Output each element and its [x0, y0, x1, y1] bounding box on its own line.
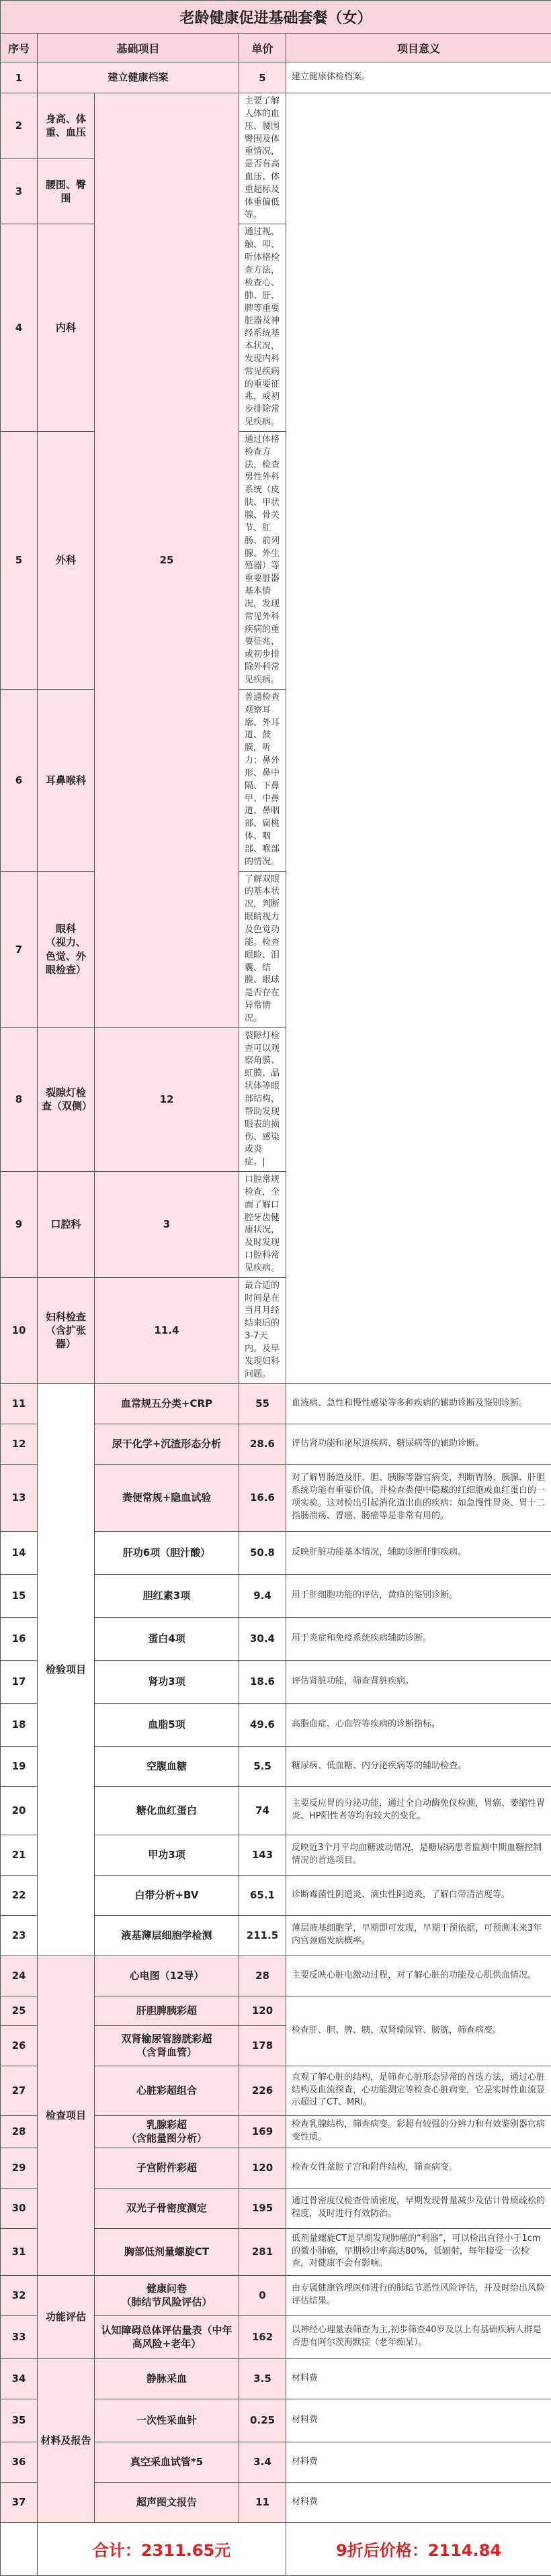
- row-description: 用于肝细胞功能的评估，黄疸的鉴别诊断。: [286, 1574, 551, 1617]
- row-seq: 19: [1, 1746, 38, 1786]
- row-price: 50.8: [239, 1531, 286, 1574]
- row-price: 5: [239, 62, 286, 93]
- row-seq: 30: [1, 2188, 38, 2228]
- header-seq: 序号: [1, 34, 38, 62]
- row-description: 材料费: [286, 2399, 551, 2442]
- row-seq: 5: [1, 431, 38, 689]
- header-price: 单价: [239, 34, 286, 62]
- row-price: 120: [239, 2148, 286, 2188]
- row-seq: 12: [1, 1424, 38, 1464]
- row-description: 建立健康体检档案。: [286, 62, 551, 93]
- row-description: 普通检查观察耳廓、外耳道、鼓膜，听力；鼻外形、鼻中隔、下鼻甲、中鼻道、鼻咽部、扁桃体、咽部、喉部的情况。: [239, 689, 286, 871]
- row-description: 血液病、急性和慢性感染等多种疾病的辅助诊断及鉴别诊断。: [286, 1383, 551, 1424]
- header-item: 基础项目: [38, 34, 239, 62]
- row-price: 120: [239, 1996, 286, 2025]
- row-description: 反映肝脏功能基本情况，辅助诊断肝胆疾病。: [286, 1531, 551, 1574]
- row-item: 血脂5项: [95, 1703, 239, 1746]
- row-item: 胆红素3项: [95, 1574, 239, 1617]
- row-item: 肝功6项（胆汁酸）: [95, 1531, 239, 1574]
- row-price: 0: [239, 2275, 286, 2315]
- header-meaning: 项目意义: [286, 34, 551, 62]
- row-seq: 33: [1, 2315, 38, 2358]
- row-description: 材料费: [286, 2442, 551, 2482]
- row-price: 11: [239, 2482, 286, 2522]
- row-price: 3.5: [239, 2358, 286, 2399]
- row-description: 主要了解人体的血压、腰围臀围及体重情况，是否有高血压、体重超标及体重偏低等。: [239, 93, 286, 224]
- row-price: 16.6: [239, 1464, 286, 1531]
- row-price: 169: [239, 2115, 286, 2148]
- table-row: [1, 689, 551, 871]
- category-material: 材料及报告: [38, 2358, 95, 2522]
- row-description: 反映近3个月平均血糖波动情况，是糖尿病患者监测中期血糖控制情况的首选项目。: [286, 1835, 551, 1875]
- row-item: 心电图（12导）: [95, 1956, 239, 1996]
- row-seq: 14: [1, 1531, 38, 1574]
- row-seq: 4: [1, 224, 38, 432]
- row-description: 以神经心理量表筛查为主,初步筛查40岁及以上有基础疾病人群是否患有阿尔茨海默症（老年痴呆）。: [286, 2315, 551, 2358]
- row-price: 9.4: [239, 1574, 286, 1617]
- summary-blank: [1, 2522, 38, 2575]
- row-item: 眼科 （视力、色觉、外眼检查）: [38, 871, 95, 1027]
- row-description: 评估肾脏功能，筛查肾脏疾病。: [286, 1660, 551, 1703]
- row-item: 粪便常规+隐血试验: [95, 1464, 239, 1531]
- row-seq: 16: [1, 1617, 38, 1660]
- row-seq: 7: [1, 871, 38, 1027]
- row-item: 液基薄层细胞学检测: [95, 1915, 239, 1956]
- row-item: 蛋白4项: [95, 1617, 239, 1660]
- category-func: 功能评估: [38, 2275, 95, 2358]
- table-row: [1, 1383, 551, 1424]
- row-description: 检查乳腺结构，筛查病变。彩超有较强的分辨力和有效鉴别器官病变性质。: [286, 2115, 551, 2148]
- row-item: 静脉采血: [95, 2358, 239, 2399]
- row-seq: 34: [1, 2358, 38, 2399]
- row-price: 49.6: [239, 1703, 286, 1746]
- row-seq: 20: [1, 1786, 38, 1835]
- row-item: 健康问卷 （肺结节风险评估）: [95, 2275, 239, 2315]
- row-description: 糖尿病、低血糖、内分泌疾病等的辅助检查。: [286, 1746, 551, 1786]
- table-row: [1, 871, 551, 1027]
- row-description: 了解双眼的基本状况，判断眼睛视力及色觉功能。检查眼睑、泪囊、结膜、眼球是否存在异常情况。: [239, 871, 286, 1027]
- row-description: 高脂血症、心血管等疾病的诊断指标。: [286, 1703, 551, 1746]
- row-description: 材料费: [286, 2358, 551, 2399]
- row-price: 28.6: [239, 1424, 286, 1464]
- row-price: 226: [239, 2066, 286, 2115]
- row-description: 最合适的时间是在当月月经结束后的3-7天内。及早发现妇科问题。: [239, 1277, 286, 1383]
- page-title: 老龄健康促进基础套餐（女）: [1, 1, 551, 34]
- row-item: 胸部低剂量螺旋CT: [95, 2228, 239, 2275]
- row-seq: 3: [1, 158, 38, 224]
- discount-price: 9折后价格：2114.84: [286, 2522, 551, 2575]
- table-row: [1, 93, 551, 159]
- row-price: 3.4: [239, 2442, 286, 2482]
- row-item: 耳鼻喉科: [38, 689, 95, 871]
- row-item: 认知障碍总体评估量表（中年高风险+老年）: [95, 2315, 239, 2358]
- row-price: 65.1: [239, 1875, 286, 1915]
- row-description: 直观了解心脏的结构，是筛查心脏形态异常的首选方法，通过心脏结构及血流探查，心功能测定等检查心脏病变，它是实时性血流显示超过了CT、MRI。: [286, 2066, 551, 2115]
- row-description: 低剂量螺旋CT是早期发现肺癌的“利器”，可以检出直径小于1cm的微小肺癌，早期检出率高达80%，低辐射，每年接受一次检查，对健康不会有影响。: [286, 2228, 551, 2275]
- row-price: 11.4: [95, 1277, 239, 1383]
- row-seq: 31: [1, 2228, 38, 2275]
- row-price: 211.5: [239, 1915, 286, 1956]
- row-price: 3: [95, 1172, 239, 1278]
- row-item: 内科: [38, 224, 95, 432]
- row-seq: 2: [1, 93, 38, 159]
- row-seq: 1: [1, 62, 38, 93]
- row-price: 18.6: [239, 1660, 286, 1703]
- row-description: 口腔常规检查，全面了解口腔牙齿健康状况，及时发现口腔科常见疾病。: [239, 1172, 286, 1278]
- row-seq: 29: [1, 2148, 38, 2188]
- row-price: 28: [239, 1956, 286, 1996]
- row-description: 裂隙灯检查可以观察角膜、虹膜、晶状体等眼部结构，帮助发现眼表的损伤、感染或炎症。|: [239, 1027, 286, 1171]
- row-item: 乳腺彩超 （含能量图分析）: [95, 2115, 239, 2148]
- row-item: 尿干化学+沉渣形态分析: [95, 1424, 239, 1464]
- row-item: 肾功3项: [95, 1660, 239, 1703]
- row-description: 检查肝、胆、脾、胰、双肾输尿管、膀胱，筛查病变。: [286, 1996, 551, 2066]
- category-lab: 检验项目: [38, 1383, 95, 1956]
- row-seq: 36: [1, 2442, 38, 2482]
- row-seq: 9: [1, 1172, 38, 1278]
- row-price: 30.4: [239, 1617, 286, 1660]
- row-description: 诊断霉菌性阴道炎、滴虫性阴道炎，了解白带清洁度等。: [286, 1875, 551, 1915]
- row-item: 糖化血红蛋白: [95, 1786, 239, 1835]
- table-row: [1, 1956, 551, 1996]
- table-row: [1, 1277, 551, 1383]
- row-description: 薄层液基细胞学，早期即可发现，早期干预依据，可预测未来3年内宫颈癌发病概率。: [286, 1915, 551, 1956]
- row-description: 检查女性盆腔子宫和附件结构，筛查病变。: [286, 2148, 551, 2188]
- row-price: 162: [239, 2315, 286, 2358]
- row-description: 主要反映心脏电激动过程，对了解心脏的功能及心肌供血情况。: [286, 1956, 551, 1996]
- row-item: 身高、体重、血压: [38, 93, 95, 159]
- row-description: 通过骨密度仪检查骨质密度，早期发现骨量减少及估计骨质疏松的程度，及时进行有效防治。: [286, 2188, 551, 2228]
- row-item: 腰围、臀围: [38, 158, 95, 224]
- table-row: [1, 62, 551, 93]
- row-item: 一次性采血针: [95, 2399, 239, 2442]
- row-seq: 25: [1, 1996, 38, 2025]
- row-item: 肝胆脾胰彩超: [95, 1996, 239, 2025]
- row-item: 裂隙灯检查（双侧）: [38, 1027, 95, 1171]
- summary-row: [1, 2522, 551, 2575]
- total-price: 合计：2311.65元: [38, 2522, 286, 2575]
- row-seq: 13: [1, 1464, 38, 1531]
- row-price: 178: [239, 2025, 286, 2066]
- row-item: 甲功3项: [95, 1835, 239, 1875]
- row-seq: 35: [1, 2399, 38, 2442]
- row-seq: 10: [1, 1277, 38, 1383]
- row-price: 55: [239, 1383, 286, 1424]
- row-item: 超声图文报告: [95, 2482, 239, 2522]
- row-description: 材料费: [286, 2482, 551, 2522]
- row-price: 143: [239, 1835, 286, 1875]
- row-price: 12: [95, 1027, 239, 1171]
- row-seq: 37: [1, 2482, 38, 2522]
- row-item: 真空采血试管*5: [95, 2442, 239, 2482]
- row-price: 0.25: [239, 2399, 286, 2442]
- row-price: 74: [239, 1786, 286, 1835]
- row-item: 口腔科: [38, 1172, 95, 1278]
- row-seq: 27: [1, 2066, 38, 2115]
- table-row: [1, 431, 551, 689]
- row-description: 对了解胃肠道及肝、胆、胰腺等器官病变，判断胃肠、胰腺、肝胆系统功能有重要价值。并检查粪便中隐藏的红细胞或血红蛋白的一项实验。这对检出引起消化道出血的疾病：如急慢性胃炎、胃十二指肠溃疡、胃癌、肠癌等是非常有用的。: [286, 1464, 551, 1531]
- row-item: 空腹血糖: [95, 1746, 239, 1786]
- row-item: 妇科检查（含扩张器）: [38, 1277, 95, 1383]
- row-seq: 15: [1, 1574, 38, 1617]
- row-seq: 17: [1, 1660, 38, 1703]
- row-description: 主要反应胃的分泌功能，通过全自动酶免仪检测，胃癌、萎缩性胃炎、HP阳性者等均有较大的变化。: [286, 1786, 551, 1835]
- row-seq: 26: [1, 2025, 38, 2066]
- row-item: 白带分析+BV: [95, 1875, 239, 1915]
- row-item: 双肾输尿管膀胱彩超 （含肾血管）: [95, 2025, 239, 2066]
- row-price: 5.5: [239, 1746, 286, 1786]
- table-row: [1, 224, 551, 432]
- row-seq: 6: [1, 689, 38, 871]
- row-seq: 32: [1, 2275, 38, 2315]
- table-row: [1, 2358, 551, 2399]
- row-description: 通过体格检查方法，检查男性外科系统（皮肤、甲状腺、骨关节、肛肠、前列腺、外生殖器）等重要脏器基本情况，发现常见外科疾病的重要征兆，或初步排除外科常见疾病。: [239, 431, 286, 689]
- table-row: [1, 2275, 551, 2315]
- row-seq: 21: [1, 1835, 38, 1875]
- row-seq: 24: [1, 1956, 38, 1996]
- row-description: 通过视、触、叩、听体格检查方法，检查心、肺、肝、脾等重要脏器及神经系统基本状况，发现内科常见疾病的重要征兆，或初步排除常见疾病。: [239, 224, 286, 432]
- row-item: 心脏彩超组合: [95, 2066, 239, 2115]
- row-description: 用于炎症和免疫系统疾病辅助诊断。: [286, 1617, 551, 1660]
- row-item: 建立健康档案: [38, 62, 239, 93]
- row-seq: 28: [1, 2115, 38, 2148]
- group-price: 25: [95, 93, 239, 1028]
- row-description: 评估肾功能和泌尿道疾病、糖尿病等的辅助诊断。: [286, 1424, 551, 1464]
- row-seq: 18: [1, 1703, 38, 1746]
- row-seq: 8: [1, 1027, 38, 1171]
- row-description: 由专属健康管理医师进行的肺结节恶性风险评估，并及时给出风险评估结果。: [286, 2275, 551, 2315]
- row-seq: 23: [1, 1915, 38, 1956]
- row-item: 双光子骨密度测定: [95, 2188, 239, 2228]
- row-item: 血常规五分类+CRP: [95, 1383, 239, 1424]
- row-seq: 11: [1, 1383, 38, 1424]
- row-seq: 22: [1, 1875, 38, 1915]
- category-exam: 检查项目: [38, 1956, 95, 2275]
- table-row: [1, 1027, 551, 1171]
- table-row: [1, 1172, 551, 1278]
- row-price: 195: [239, 2188, 286, 2228]
- row-item: 子宫附件彩超: [95, 2148, 239, 2188]
- row-item: 外科: [38, 431, 95, 689]
- row-price: 281: [239, 2228, 286, 2275]
